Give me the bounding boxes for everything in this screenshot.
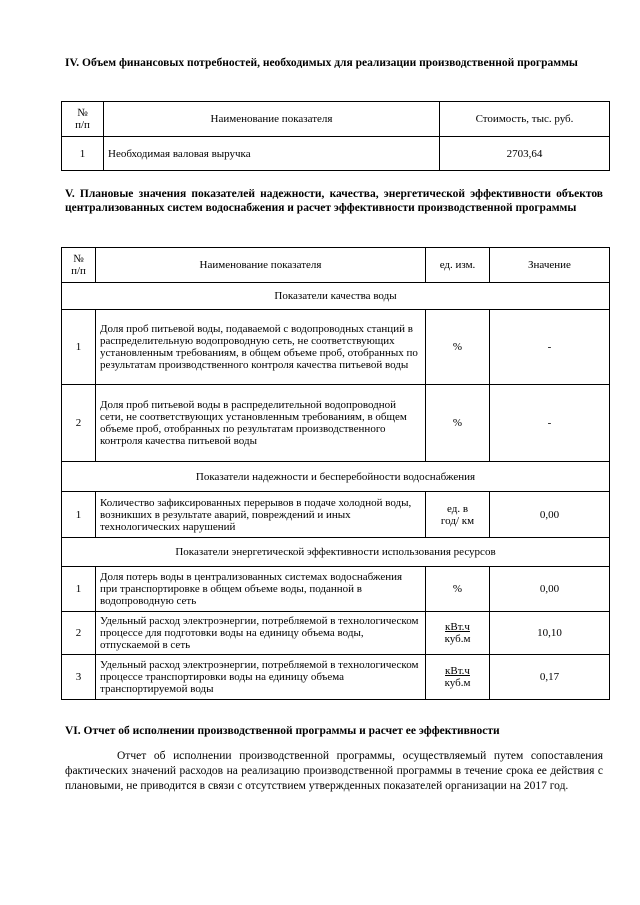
table-header-row: [62, 248, 610, 283]
financial-needs-table: [61, 101, 610, 171]
group-title-row: [62, 462, 610, 492]
column-header-name: Наименование показателя: [96, 248, 426, 283]
group-title-energy: Показатели энергетической эффективности использования ресурсов: [62, 538, 610, 567]
row-cost: 2703,64: [440, 137, 610, 171]
table-row: [62, 310, 610, 385]
unit-top: %: [452, 583, 463, 595]
column-header-name: Наименование показателя: [104, 102, 440, 137]
row-unit: [426, 385, 490, 462]
row-name: Удельный расход электроэнергии, потребляемой в технологическом процессе транспортировки воды на единицу объема транспортируемой воды: [96, 655, 426, 700]
row-name: Количество зафиксированных перерывов в подаче холодной воды, возникших в результате аварий, повреждений и иных технологических нарушений: [96, 492, 426, 538]
group-title-row: [62, 538, 610, 567]
table-row: [62, 137, 610, 171]
column-header-num: № п/п: [62, 102, 104, 137]
unit-bottom: куб.м: [444, 633, 471, 645]
report-paragraph: Отчет об исполнении производственной программы, осуществляемый путем сопоставления фактических значений расходов на реализацию производственной программы в течение срока ее действия с плановыми, не приводится в связи с отсутствием утвержденных показателей организации на 2017 год.: [65, 750, 603, 792]
row-value: -: [490, 385, 610, 462]
table-header-row: [62, 102, 610, 137]
row-value: 0,00: [490, 492, 610, 538]
row-unit: [426, 612, 490, 655]
row-unit: [426, 655, 490, 700]
unit-top: %: [452, 341, 463, 353]
unit-bottom: куб.м: [444, 677, 471, 689]
row-name: Доля проб питьевой воды в распределительной водопроводной сети, не соответствующих установленным требованиям, в общем объеме проб, отобранных по результатам производственного контроля качества питьевой воды: [96, 385, 426, 462]
unit-top: кВт.ч: [445, 621, 470, 633]
row-value: 10,10: [490, 612, 610, 655]
column-header-num: № п/п: [62, 248, 96, 283]
unit-top: %: [452, 417, 463, 429]
unit-top: ед. в: [446, 502, 469, 515]
row-name: Доля проб питьевой воды, подаваемой с водопроводных станций в распределительную водопроводную сеть, не соответствующих установленным требованиям, в общем объеме проб, отобранных по результатам производственного контроля качества питьевой воды: [96, 310, 426, 385]
group-title-reliability: Показатели надежности и бесперебойности водоснабжения: [62, 462, 610, 492]
group-title-row: [62, 283, 610, 310]
table-row: [62, 655, 610, 700]
row-unit: [426, 567, 490, 612]
column-header-cost: Стоимость, тыс. руб.: [440, 102, 610, 137]
row-num: 1: [62, 137, 104, 171]
row-value: -: [490, 310, 610, 385]
column-header-unit: ед. изм.: [426, 248, 490, 283]
column-header-value: Значение: [490, 248, 610, 283]
table-row: [62, 492, 610, 538]
row-num: 1: [62, 492, 96, 538]
unit-bottom: год/ км: [440, 514, 475, 527]
row-num: 2: [62, 612, 96, 655]
row-unit: [426, 492, 490, 538]
section-4-heading: IV. Объем финансовых потребностей, необходимых для реализации производственной программы: [65, 57, 578, 69]
row-num: 1: [62, 567, 96, 612]
table-row: [62, 612, 610, 655]
section-6-heading: VI. Отчет об исполнении производственной программы и расчет ее эффективности: [65, 725, 500, 737]
row-unit: [426, 310, 490, 385]
row-num: 2: [62, 385, 96, 462]
row-value: 0,17: [490, 655, 610, 700]
row-num: 1: [62, 310, 96, 385]
table-row: [62, 385, 610, 462]
row-num: 3: [62, 655, 96, 700]
indicators-table: [61, 247, 610, 700]
row-name: Удельный расход электроэнергии, потребляемой в технологическом процессе для подготовки воды на единицу объема воды, отпускаемой в сеть: [96, 612, 426, 655]
group-title-quality: Показатели качества воды: [62, 283, 610, 310]
row-name: Необходимая валовая выручка: [104, 137, 440, 171]
row-name: Доля потерь воды в централизованных системах водоснабжения при транспортировке в общем объеме воды, поданной в водопроводную сеть: [96, 567, 426, 612]
table-row: [62, 567, 610, 612]
unit-top: кВт.ч: [445, 665, 470, 677]
section-5-heading: V. Плановые значения показателей надежности, качества, энергетической эффективности объектов централизованных систем водоснабжения и расчет эффективности производственной программы: [65, 188, 603, 214]
row-value: 0,00: [490, 567, 610, 612]
